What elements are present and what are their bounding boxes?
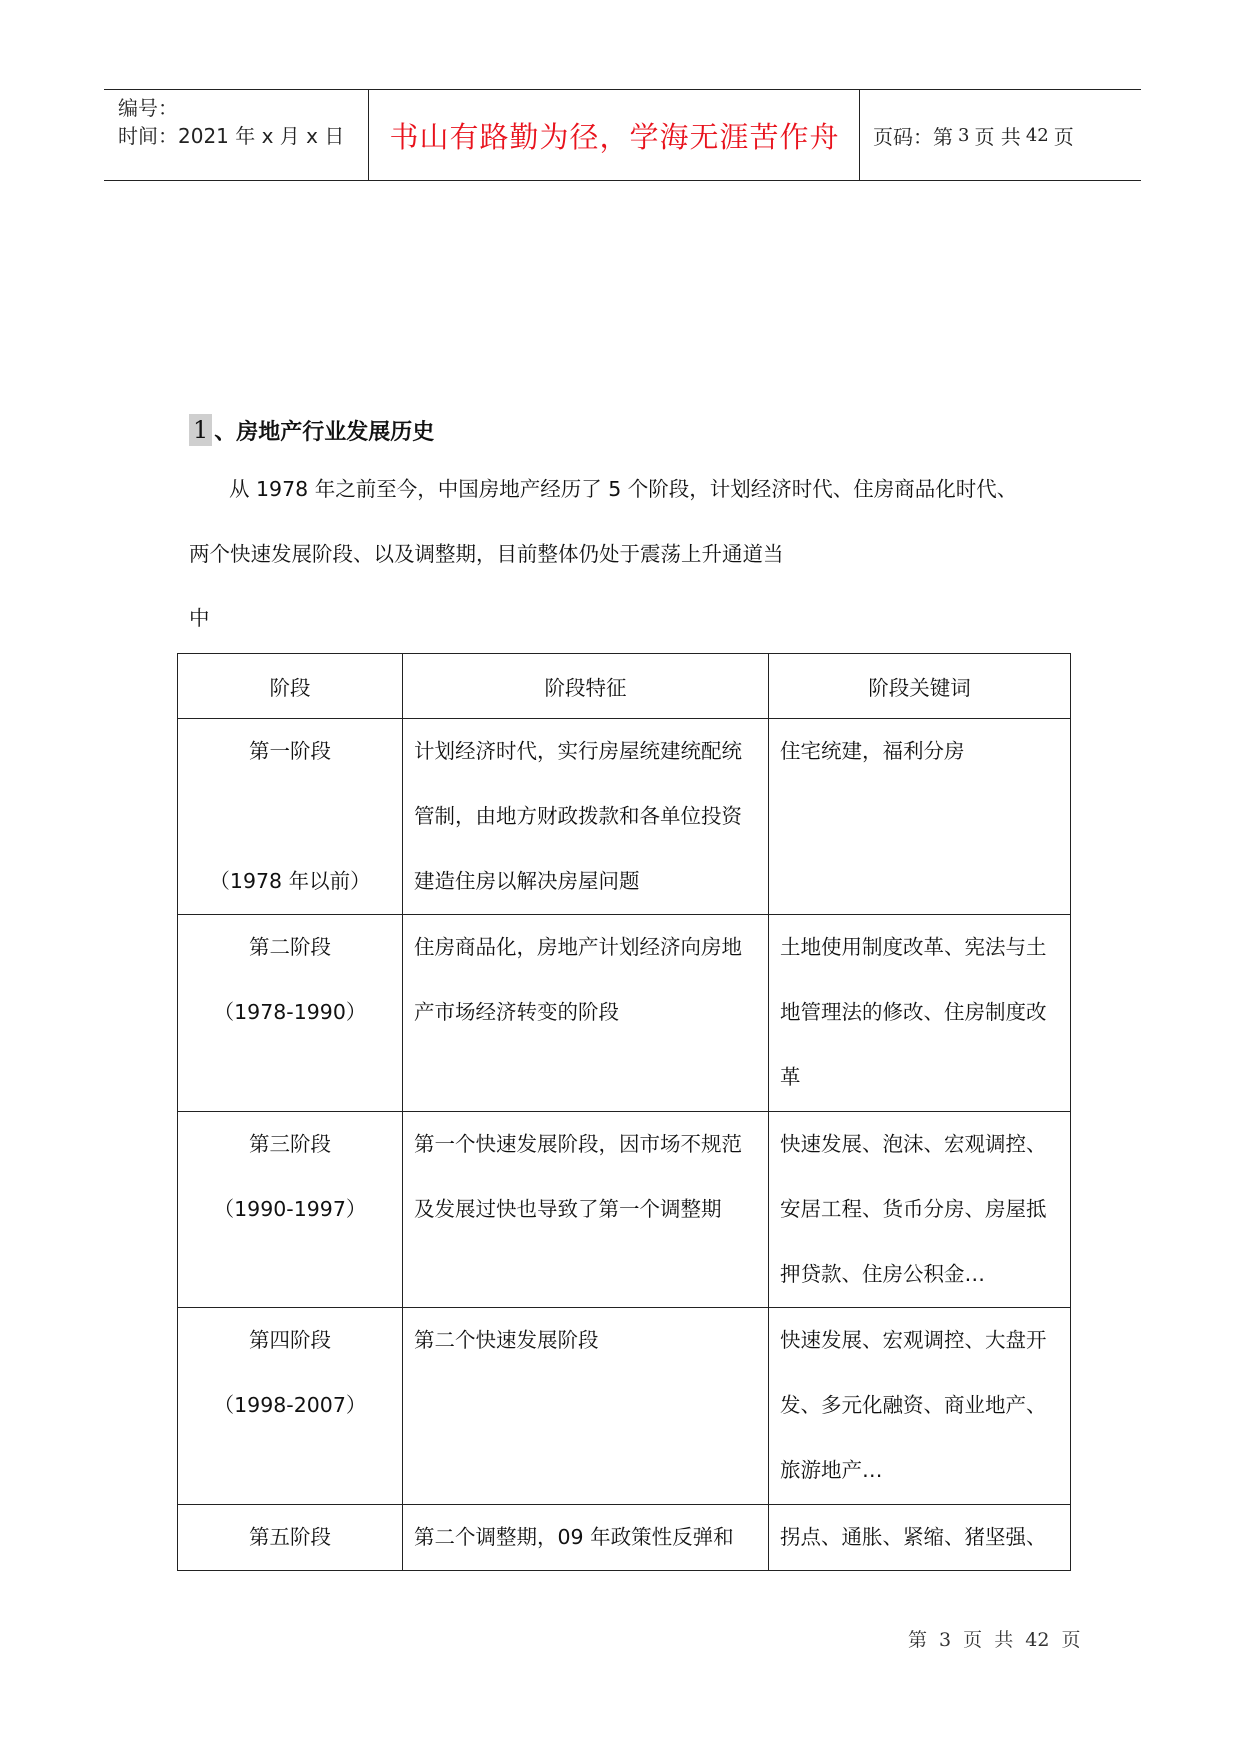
header-divider	[368, 90, 369, 180]
table-row	[178, 1112, 1071, 1308]
header-divider	[859, 90, 860, 180]
page-mid: 页 共	[974, 124, 1021, 149]
feature-cell	[403, 915, 769, 1112]
keywords-line: 押贷款、住房公积金…	[780, 1262, 985, 1286]
page-suffix: 页	[1053, 124, 1074, 149]
page-total: 42	[1025, 124, 1049, 146]
table-row	[178, 1308, 1071, 1505]
stage-name: 第五阶段	[249, 1525, 331, 1549]
keywords-cell	[769, 1308, 1071, 1505]
section-title: 、房地产行业发展历史	[214, 419, 435, 445]
table-row	[178, 719, 1071, 915]
serial-label: 编号：	[118, 96, 178, 120]
stage-name: 第三阶段	[249, 1132, 331, 1156]
time-label: 时间：2021 年 x 月 x 日	[118, 124, 345, 148]
feature-line: 产市场经济转变的阶段	[414, 1000, 619, 1024]
keywords-line: 地管理法的修改、住房制度改	[780, 1000, 1047, 1024]
table-header-row	[178, 654, 1071, 719]
header-feature: 阶段特征	[403, 654, 769, 719]
stage-cell	[178, 1308, 403, 1505]
intro-line: 从 1978 年之前至今，中国房地产经历了 5 个阶段，计划经济时代、住房商品化时代、	[229, 477, 1018, 501]
section-number: 1	[189, 414, 212, 446]
feature-line: 第二个快速发展阶段	[414, 1328, 599, 1352]
keywords-line: 土地使用制度改革、宪法与土	[780, 935, 1047, 959]
table-row	[178, 915, 1071, 1112]
keywords-cell	[769, 1112, 1071, 1308]
page-header	[104, 89, 1141, 181]
stage-name: 第一阶段	[249, 739, 331, 763]
header-stage: 阶段	[178, 654, 403, 719]
stage-spacer	[178, 784, 402, 849]
feature-line: 管制，由地方财政拨款和各单位投资	[414, 804, 742, 828]
header-meta	[118, 94, 344, 150]
stage-period: （1978-1990）	[213, 1000, 367, 1024]
stage-cell	[178, 915, 403, 1112]
stage-period: （1978 年以前）	[209, 869, 371, 893]
stage-period: （1998-2007）	[213, 1393, 367, 1417]
keywords-cell	[769, 915, 1071, 1112]
feature-line: 计划经济时代，实行房屋统建统配统	[414, 739, 742, 763]
keywords-line: 快速发展、宏观调控、大盘开	[780, 1328, 1047, 1352]
keywords-line: 拐点、通胀、紧缩、猪坚强、	[780, 1525, 1047, 1549]
keywords-line: 住宅统建，福利分房	[780, 739, 965, 763]
stage-cell	[178, 1112, 403, 1308]
feature-line: 及发展过快也导致了第一个调整期	[414, 1197, 722, 1221]
stages-table	[177, 653, 1071, 1571]
page-current: 3	[958, 124, 970, 146]
header-motto: 书山有路勤为径，学海无涯苦作舟	[389, 119, 840, 154]
keywords-line: 快速发展、泡沫、宏观调控、	[780, 1132, 1047, 1156]
table-row	[178, 1505, 1071, 1571]
header-keywords: 阶段关键词	[769, 654, 1071, 719]
stage-name: 第二阶段	[249, 935, 331, 959]
stage-name: 第四阶段	[249, 1328, 331, 1352]
stage-cell	[178, 719, 403, 915]
page-prefix: 页码：第	[873, 124, 953, 149]
stage-cell	[178, 1505, 403, 1571]
keywords-line: 安居工程、货币分房、房屋抵	[780, 1197, 1047, 1221]
stage-period: （1990-1997）	[213, 1197, 367, 1221]
page-footer: 第 3 页 共 42 页	[908, 1629, 1081, 1651]
intro-line: 两个快速发展阶段、以及调整期，目前整体仍处于震荡上升通道当	[189, 542, 784, 566]
keywords-line: 革	[780, 1065, 801, 1089]
header-page-number	[873, 90, 1074, 180]
keywords-line: 发、多元化融资、商业地产、	[780, 1393, 1047, 1417]
feature-line: 第一个快速发展阶段，因市场不规范	[414, 1132, 742, 1156]
feature-line: 第二个调整期，09 年政策性反弹和	[414, 1525, 734, 1549]
feature-cell	[403, 1308, 769, 1505]
keywords-cell	[769, 719, 1071, 915]
feature-cell	[403, 1112, 769, 1308]
feature-line: 住房商品化，房地产计划经济向房地	[414, 935, 742, 959]
keywords-cell	[769, 1505, 1071, 1571]
feature-line: 建造住房以解决房屋问题	[414, 869, 640, 893]
section-heading	[189, 414, 434, 446]
keywords-line: 旅游地产…	[780, 1458, 883, 1482]
intro-line: 中	[189, 606, 210, 630]
feature-cell	[403, 1505, 769, 1571]
feature-cell	[403, 719, 769, 915]
